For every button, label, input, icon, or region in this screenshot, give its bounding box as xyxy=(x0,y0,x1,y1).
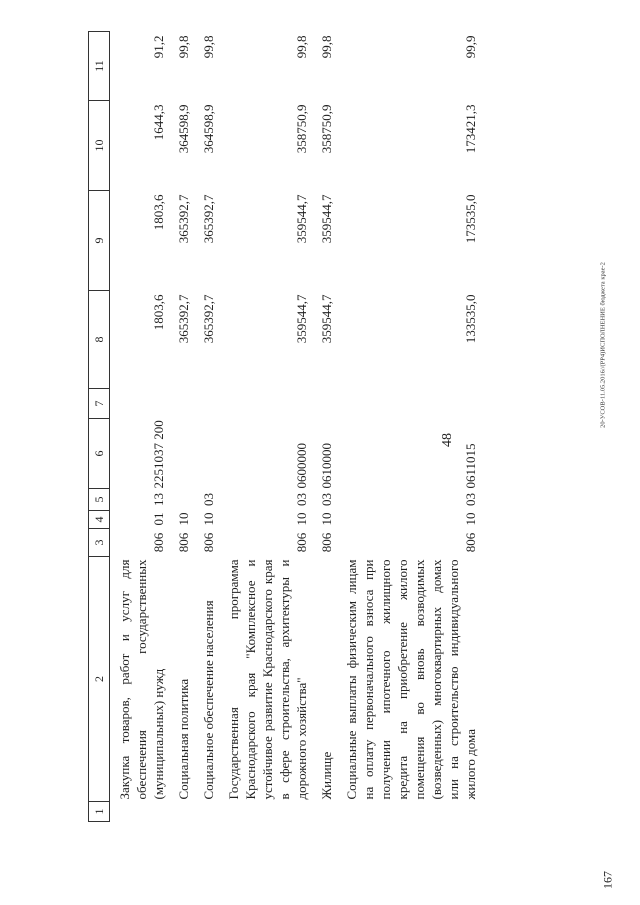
header-col-11: 11 xyxy=(89,32,110,101)
cell-rz: 10 xyxy=(201,512,216,526)
cell-col1 xyxy=(169,802,194,822)
page-number: 48 xyxy=(440,433,455,447)
header-col-3: 3 xyxy=(89,529,110,557)
table-row xyxy=(194,32,219,822)
cell-c11: 99,8 xyxy=(294,35,309,59)
cell-c11: 99,8 xyxy=(319,35,334,59)
cell-c11: 99,8 xyxy=(176,35,191,59)
cell-pr: 03 xyxy=(463,493,478,506)
header-col-10: 10 xyxy=(89,101,110,191)
cell-ved: 806 xyxy=(151,532,166,553)
cell-col1 xyxy=(312,802,337,822)
cell-ved: 806 xyxy=(176,532,191,553)
sheet-number: 167 xyxy=(600,871,615,889)
cell-c10: 364598,9 xyxy=(176,104,191,154)
header-col-5: 5 xyxy=(89,489,110,511)
cell-name: Социальная политика xyxy=(176,678,191,800)
cell-c9: 173535,0 xyxy=(463,194,478,244)
cell-c10: 173421,3 xyxy=(463,104,478,154)
cell-rz: 01 xyxy=(151,512,166,526)
cell-c9: 359544,7 xyxy=(294,194,309,244)
cell-rz: 10 xyxy=(463,512,478,526)
cell-col1 xyxy=(110,802,170,822)
cell-rz: 10 xyxy=(294,512,309,526)
cell-col1 xyxy=(219,802,312,822)
table-row xyxy=(312,32,337,822)
header-col-6: 6 xyxy=(89,419,110,489)
report-table-area xyxy=(88,32,579,822)
cell-pr: 03 xyxy=(319,493,334,506)
rotated-table-container xyxy=(88,32,579,822)
cell-rz: 10 xyxy=(319,512,334,526)
table-row xyxy=(337,32,481,822)
cell-c9: 365392,7 xyxy=(201,194,216,244)
cell-name: Закупка товаров, работ и услуг для обеспечения государственных (муниципальных) нужд xyxy=(117,559,166,800)
cell-rz: 10 xyxy=(176,512,191,526)
header-col-1: 1 xyxy=(89,802,110,822)
header-col-7: 7 xyxy=(89,389,110,419)
cell-ved: 806 xyxy=(319,532,334,553)
table-header xyxy=(89,32,110,822)
header-col-2: 2 xyxy=(89,557,110,802)
cell-pr: 03 xyxy=(294,493,309,506)
cell-csr xyxy=(194,389,219,489)
cell-c10: 1644,3 xyxy=(151,104,166,141)
cell-name: Жилище xyxy=(319,751,334,800)
cell-c10: 364598,9 xyxy=(201,104,216,154)
budget-execution-table xyxy=(88,31,481,822)
cell-c8: 133535,0 xyxy=(463,294,478,344)
cell-c9: 1803,6 xyxy=(151,194,166,231)
cell-pr: 13 xyxy=(151,493,166,506)
cell-name: Государственная программа Краснодарского края "Комплексное и устойчивое развитие Краснодарского края в сфере строительства, архитектуры и дорожного хозяйства" xyxy=(226,559,309,800)
table-row xyxy=(169,32,194,822)
header-col-9: 9 xyxy=(89,191,110,291)
cell-ved: 806 xyxy=(294,532,309,553)
header-col-4: 4 xyxy=(89,511,110,529)
cell-ved: 806 xyxy=(463,532,478,553)
cell-name: Социальные выплаты физическим лицам на оплату первоначального взноса при получении ипотечного жилищного кредита на приобретение жилого помещения во вновь возводимых (возведенных) многоквартирных домах или на строительство индивидуального жилого дома xyxy=(344,559,478,800)
cell-c11: 99,8 xyxy=(201,35,216,59)
cell-col1 xyxy=(194,802,219,822)
table-row xyxy=(110,32,170,822)
cell-c8: 365392,7 xyxy=(176,294,191,344)
cell-c8: 365392,7 xyxy=(201,294,216,344)
cell-c8: 1803,6 xyxy=(151,294,166,331)
cell-pr xyxy=(169,489,194,511)
cell-name: Социальное обеспечение населения xyxy=(201,600,216,800)
cell-c8: 359544,7 xyxy=(294,294,309,344)
cell-csr: 0611015 xyxy=(463,443,478,489)
table-row xyxy=(219,32,312,822)
cell-col1 xyxy=(337,802,481,822)
cell-c11: 91,2 xyxy=(151,35,166,59)
cell-c11: 99,9 xyxy=(463,35,478,59)
cell-csr: 2251037 200 xyxy=(151,420,166,489)
cell-csr xyxy=(169,389,194,489)
cell-c10: 358750,9 xyxy=(294,104,309,154)
cell-c9: 359544,7 xyxy=(319,194,334,244)
cell-csr: 0610000 xyxy=(319,443,334,489)
header-col-8: 8 xyxy=(89,291,110,389)
cell-c8: 359544,7 xyxy=(319,294,334,344)
file-path-note: 20-УСОВ-11.05.2016//(PP4)ИСПОЛНЕНИЕ бюджета крае-2 xyxy=(599,262,607,428)
cell-pr: 03 xyxy=(201,493,216,506)
cell-ved: 806 xyxy=(201,532,216,553)
header-row xyxy=(89,32,110,822)
cell-csr: 0600000 xyxy=(294,443,309,489)
cell-c10: 358750,9 xyxy=(319,104,334,154)
cell-c9: 365392,7 xyxy=(176,194,191,244)
table-body xyxy=(110,32,482,822)
